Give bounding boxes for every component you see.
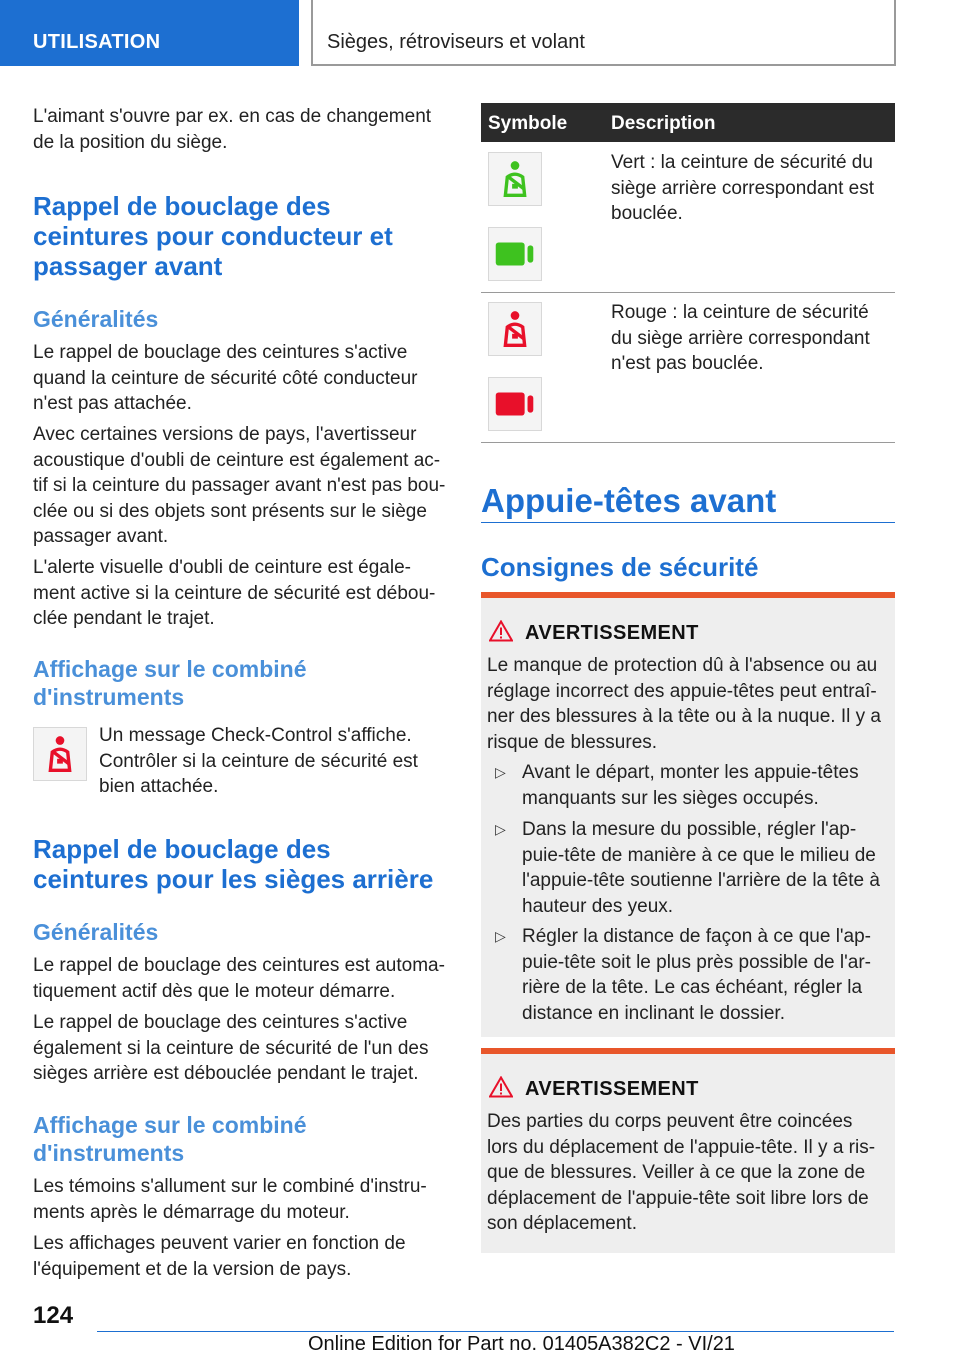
warning-box-1 (481, 592, 895, 1037)
rear-general-p2: Le rappel de bouclage des ceintures s'active également si la ceinture de sécurité de l'un des sièges arrière est débouclée pendant le trajet. (33, 1012, 429, 1084)
symbol-table-header (481, 103, 895, 142)
footer-rule (97, 1331, 894, 1332)
warning-2-label: AVERTISSEMENT (525, 1078, 699, 1100)
headrests-title-rule (481, 522, 895, 523)
front-display-text: Un message Check-Control s'affiche. Contrôler si la ceinture de sécurité est bien attachée. (99, 725, 418, 797)
bullet-triangle-icon: ▷ (495, 928, 506, 944)
page-number: 124 (33, 1302, 74, 1329)
rear-display-p2: Les affichages peuvent varier en fonction de l'équipement et de la version de pays. (33, 1233, 406, 1280)
seatbelt-warning-icon (33, 727, 87, 781)
rear-reminder-title: Rappel de bouclage des ceintures pour les sièges arrière (33, 834, 434, 894)
rear-general-p1: Le rappel de bouclage des ceintures est automa-tiquement actif dès que le moteur démarre. (33, 955, 445, 1002)
rear-general-title: Généralités (33, 919, 159, 945)
header-section-tab (0, 0, 299, 66)
intro-paragraph: L'aimant s'ouvre par ex. en cas de changement de la position du siège. (33, 106, 432, 153)
front-general-p1: Le rappel de bouclage des ceintures s'active quand la ceinture de sécurité côté conducteur n'est pas attachée. (33, 342, 418, 414)
header-chapter-box (311, 0, 896, 66)
row-green-description: Vert : la ceinture de sécurité du siège arrière correspondant est bouclée. (611, 152, 874, 224)
warning-triangle-icon (489, 620, 513, 642)
footer-edition: Online Edition for Part no. 01405A382C2 - VI/21 (308, 1333, 735, 1355)
col-description-header: Description (611, 113, 716, 134)
warning-bar (481, 592, 895, 598)
col-symbol-header: Symbole (488, 113, 568, 134)
seatbelt-green-icon (488, 152, 542, 206)
front-general-p2: Avec certaines versions de pays, l'avertisseur acoustique d'oubli de ceinture est également ac-tif si la ceinture du passager avant n'est pas bou-clée ou si des objets sont présents sur le siège passager avant. (33, 424, 446, 547)
headrests-title: Appuie-têtes avant (481, 482, 777, 519)
front-reminder-title: Rappel de bouclage des ceintures pour conducteur et passager avant (33, 191, 393, 281)
header-section-label: UTILISATION (33, 31, 161, 53)
bullet-text: Régler la distance de façon à ce que l'ap-puie-tête soit le plus près possible de l'ar-rière de la tête. Le cas échéant, régler la distance en inclinant le dossier. (522, 926, 872, 1024)
rear-display-title: Affichage sur le combiné d'instruments (33, 1112, 307, 1166)
rear-seat-red-icon (488, 377, 542, 431)
front-general-p3: L'alerte visuelle d'oubli de ceinture est égale-ment active si la ceinture de sécurité est débou-clée pendant le trajet. (33, 557, 436, 629)
front-display-title: Affichage sur le combiné d'instruments (33, 656, 307, 710)
warning-triangle-icon (489, 1076, 513, 1098)
warning-1-label: AVERTISSEMENT (525, 622, 699, 644)
table-row-divider (481, 442, 895, 443)
warning-2-text: Des parties du corps peuvent être coincées lors du déplacement de l'appuie-tête. Il y a ris-que de blessures. Veiller à ce que la zone de déplacement de l'appuie-tête soit libre lors de son déplacement. (487, 1111, 876, 1234)
bullet-text: Dans la mesure du possible, régler l'ap-puie-tête de manière à ce que le milieu de l'appuie-tête soutienne l'arrière de la tête à hauteur des yeux. (522, 819, 880, 917)
warning-bar (481, 1048, 895, 1054)
rear-display-p1: Les témoins s'allument sur le combiné d'instru-ments après le démarrage du moteur. (33, 1176, 427, 1223)
bullet-triangle-icon: ▷ (495, 821, 506, 837)
safety-title: Consignes de sécurité (481, 552, 759, 582)
rear-seat-green-icon (488, 227, 542, 281)
bullet-text: Avant le départ, monter les appuie-têtes manquants sur les sièges occupés. (522, 762, 859, 809)
warning-1-text: Le manque de protection dû à l'absence ou au réglage incorrect des appuie-têtes peut entraî-ner des blessures à la tête ou à la nuque. Il y a risque de blessures. (487, 655, 881, 753)
row-red-description: Rouge : la ceinture de sécurité du siège arrière correspondant n'est pas bouclée. (611, 302, 870, 374)
header-chapter-label: Sièges, rétroviseurs et volant (327, 31, 585, 53)
bullet-triangle-icon: ▷ (495, 764, 506, 780)
table-row-divider (481, 292, 895, 293)
front-general-title: Généralités (33, 306, 159, 332)
warning-box-2 (481, 1048, 895, 1253)
seatbelt-red-icon (488, 302, 542, 356)
